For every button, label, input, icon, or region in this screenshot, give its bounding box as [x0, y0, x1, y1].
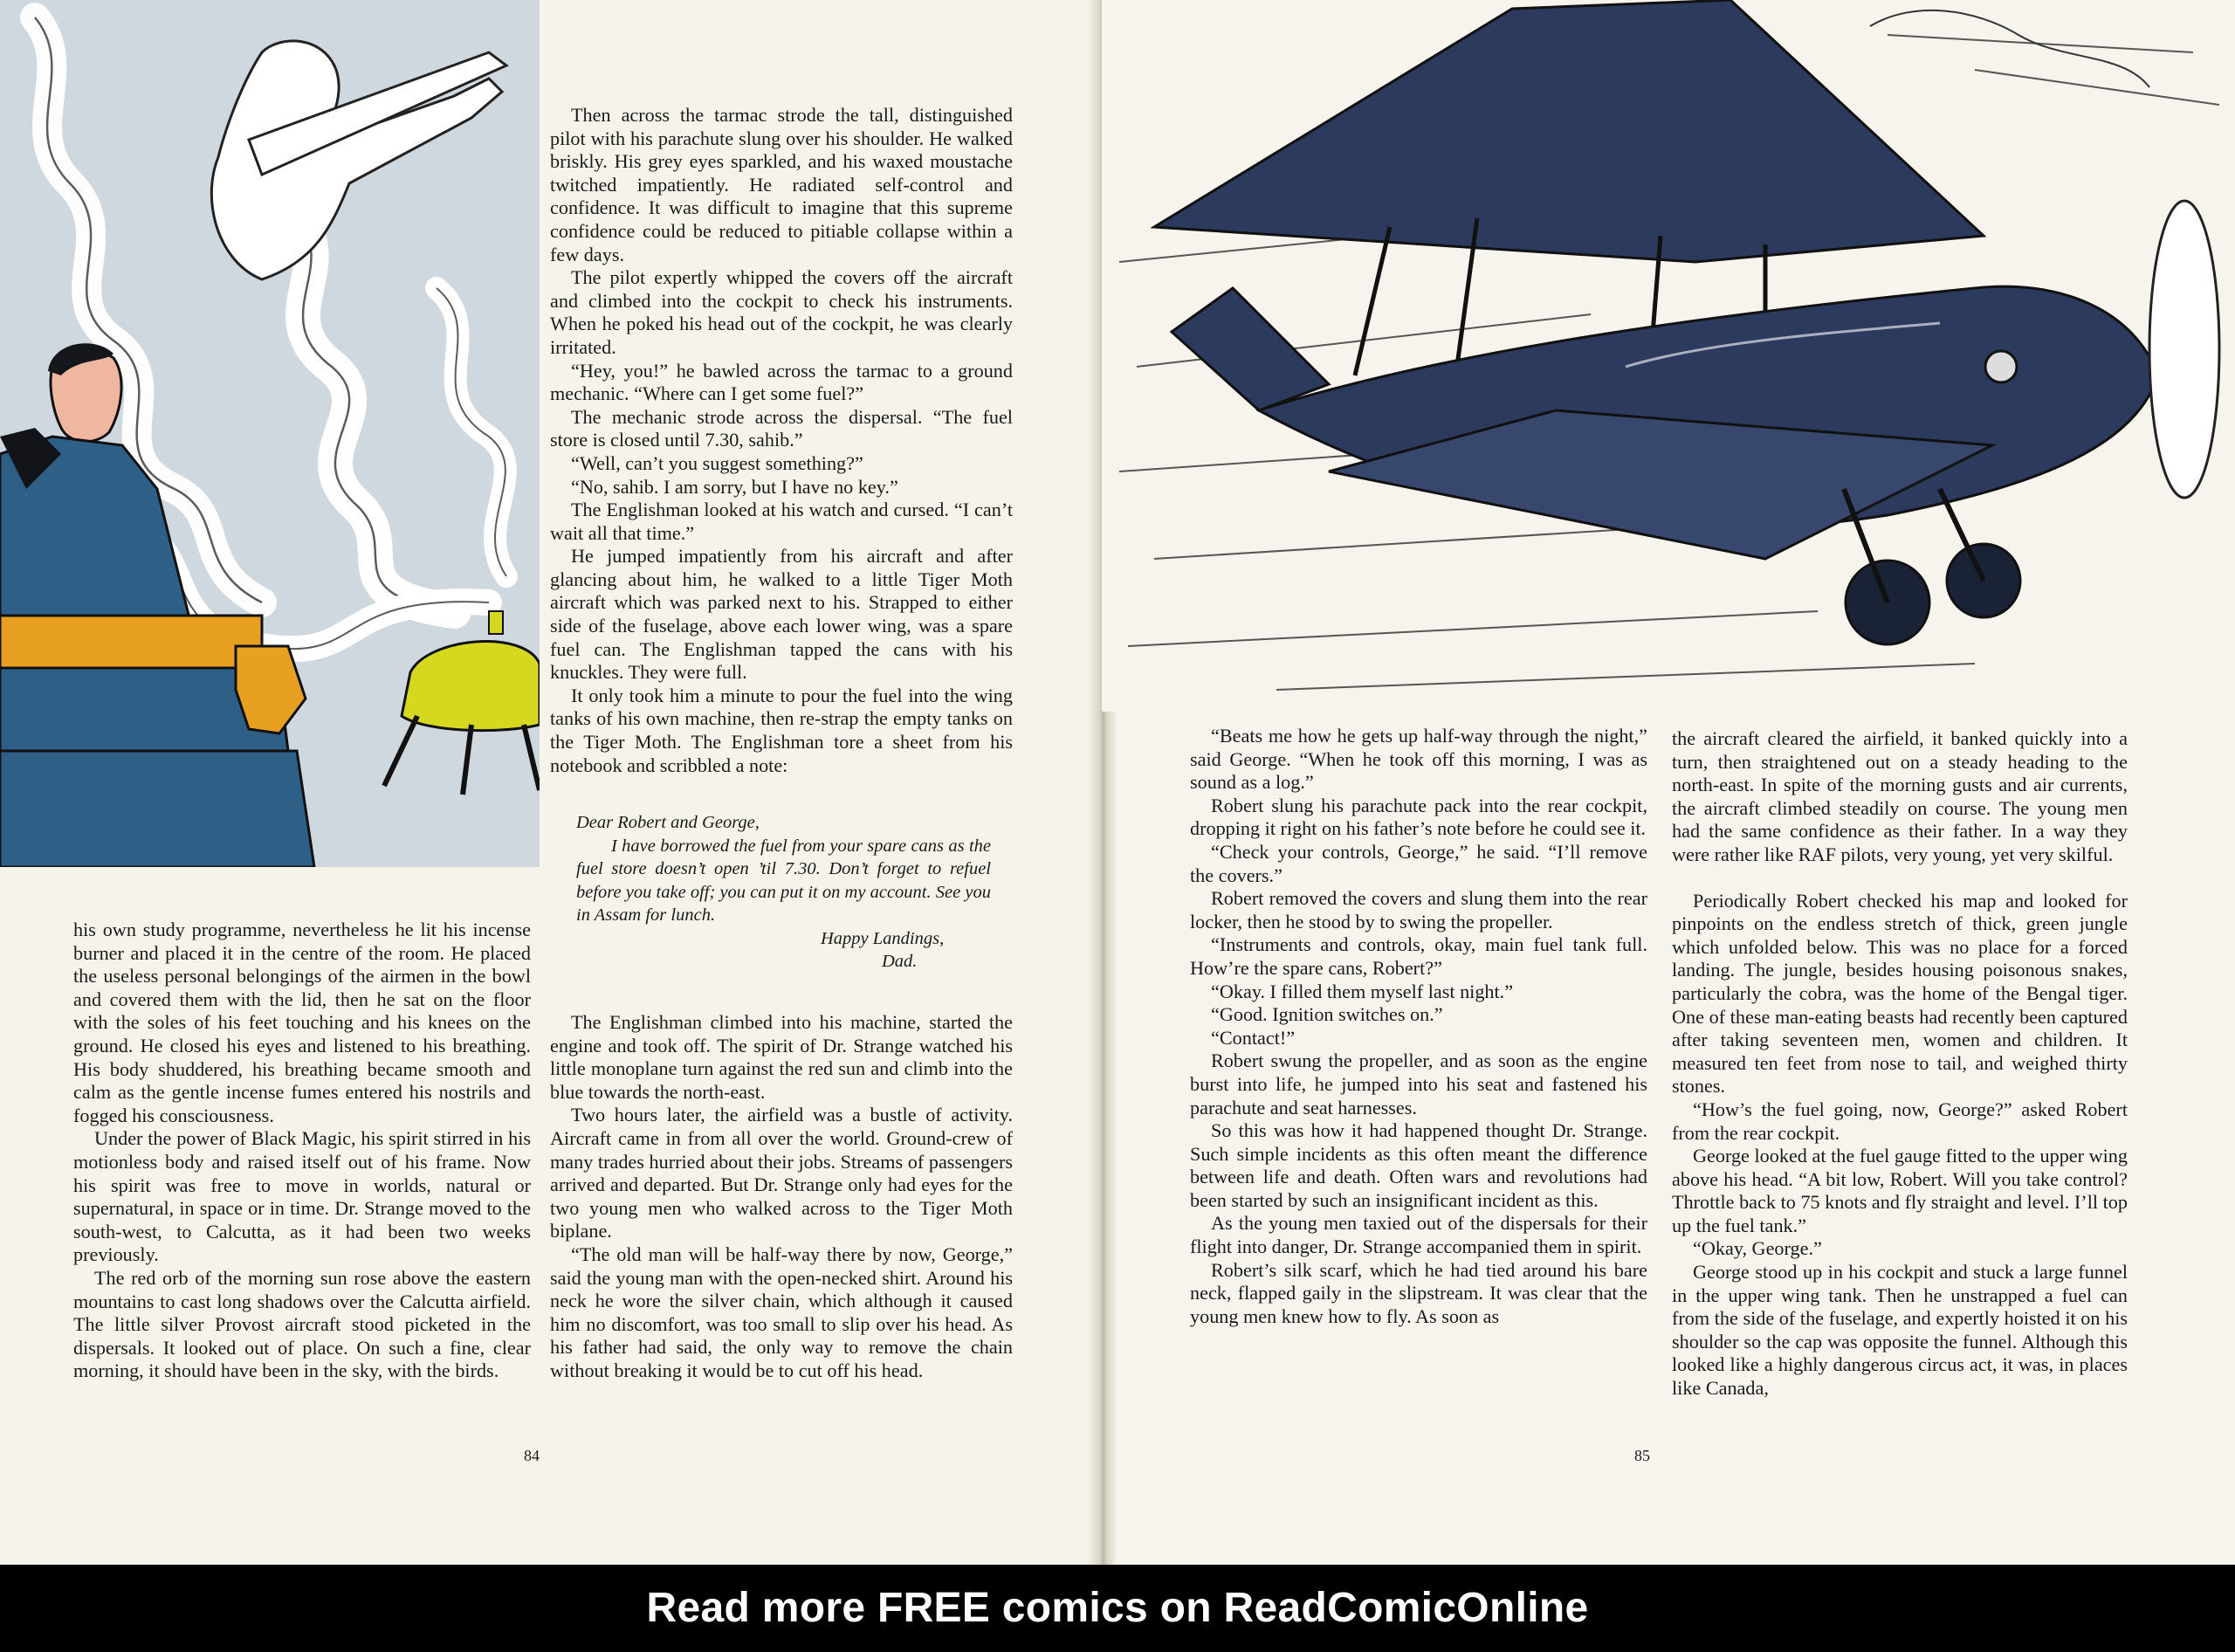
paragraph: The pilot expertly whipped the covers off the aircraft and climbed into the cockpit to check his instruments. When he poked his head out of the cockpit, he was clearly irritated.: [550, 266, 1013, 358]
note-body: I have borrowed the fuel from your spare cans as the fuel store doesn’t open ’til 7.30. Don’t forget to refuel before you take off; you can put it on my account. See you in Assam for lunch.: [576, 836, 991, 925]
paragraph: The Englishman climbed into his machine, started the engine and took off. The spirit of Dr. Strange watched his little monoplane turn against the red sun and climb into the blue towards the north-east.: [550, 1011, 1013, 1103]
fathers-note: [576, 811, 991, 974]
paragraph: the aircraft cleared the airfield, it banked quickly into a turn, then straightened out on a steady heading to the north-east. In spite of the morning gusts and air currents, the aircraft climbed steadily on course. The young men had the same confidence as their father. In a way they were rather like RAF pilots, very young, yet very skilful.: [1672, 727, 2128, 865]
promo-banner[interactable]: [0, 1565, 2235, 1652]
paragraph: As the young men taxied out of the dispersals for their flight into danger, Dr. Strange accompanied them in spirit.: [1190, 1212, 1647, 1258]
paragraph: Robert slung his parachute pack into the rear cockpit, dropping it right on his father’s note before he could see it.: [1190, 794, 1647, 840]
note-signature: Dad.: [882, 952, 918, 971]
tiger-moth-art: [1102, 0, 2235, 712]
astral-projection-art: [0, 0, 540, 867]
left-column-b: [550, 104, 1013, 777]
paragraph: Two hours later, the airfield was a bustle of activity. Aircraft came in from all over the world. Ground-crew of many trades hurried about their jobs. Streams of passengers arrived and departed. But Dr. Strange only had eyes for the two young men who walked across to the Tiger Moth biplane.: [550, 1104, 1013, 1242]
paragraph: “No, sahib. I am sorry, but I have no key.”: [571, 475, 898, 498]
paragraph: Periodically Robert checked his map and looked for pinpoints on the endless stretch of thick, green jungle which unfolded below. This was no place for a forced landing. The jungle, besides housing poisonous snakes, particularly the cobra, was the home of the Bengal tiger. One of these man-eating beasts had recently been captured after taking seventeen men, women and children. It measured ten feet from nose to tail, and weighed thirty stones.: [1672, 889, 2128, 1098]
note-salutation: Dear Robert and George,: [576, 813, 760, 832]
paragraph: “Okay. I filled them myself last night.”: [1211, 980, 1514, 1002]
paragraph: “The old man will be half-way there by now, George,” said the young man with the open-necked shirt. Around his neck he wore the silver chain, which although it caused him no discomfort, was too small to slip over his head. As his father had said, the only way to remove the chain without breaking it would be to cut off his head.: [550, 1242, 1013, 1381]
page-number-right: 85: [1634, 1447, 1650, 1464]
paragraph: “Good. Ignition switches on.”: [1211, 1003, 1443, 1026]
paragraph: Robert swung the propeller, and as soon as the engine burst into life, he jumped into his seat and fastened his parachute and seat harnesses.: [1190, 1050, 1647, 1119]
paragraph: “Check your controls, George,” he said. “I’ll remove the covers.”: [1190, 840, 1647, 886]
paragraph: “Contact!”: [1211, 1026, 1296, 1049]
promo-banner-text[interactable]: Read more FREE comics on ReadComicOnline: [646, 1585, 1589, 1631]
paragraph: “How’s the fuel going, now, George?” asked Robert from the rear cockpit.: [1672, 1098, 2128, 1144]
paragraph: “Hey, you!” he bawled across the tarmac to a ground mechanic. “Where can I get some fuel?”: [550, 359, 1013, 405]
paragraph: The mechanic strode across the dispersal. “The fuel store is closed until 7.30, sahib.”: [550, 405, 1013, 451]
paragraph: Robert removed the covers and slung them into the rear locker, then he stood by to swing the propeller.: [1190, 887, 1647, 933]
paragraph: Robert’s silk scarf, which he had tied around his bare neck, flapped gaily in the slipstream. It was clear that the young men knew how to fly. As soon as: [1190, 1258, 1647, 1327]
paragraph: The Englishman looked at his watch and cursed. “I can’t wait all that time.”: [550, 499, 1013, 544]
paragraph: George looked at the fuel gauge fitted to the upper wing above his head. “A bit low, Robert. Will you take control? Throttle back to 75 knots and fly straight and level. I’ll top up the fuel tank.”: [1672, 1145, 2128, 1236]
paragraph: He jumped impatiently from his aircraft and after glancing about him, he walked to a little Tiger Moth aircraft which was parked next to his. Strapped to either side of the fuselage, above each lower wing, was a spare fuel can. The Englishman tapped the cans with his knuckles. They were full.: [550, 545, 1013, 684]
dr-strange-illustration: [0, 0, 540, 867]
paragraph: “Okay, George.”: [1693, 1237, 1822, 1260]
paragraph: George stood up in his cockpit and stuck a large funnel in the upper wing tank. Then he unstrapped a fuel can from the side of the fuselage, and expertly hoisted it on his shoulder so the cap was opposite the funnel. Although this looked like a highly dangerous circus act, it was, in places like Canada,: [1672, 1261, 2128, 1400]
page-number-left: 84: [524, 1447, 540, 1464]
paragraph: his own study programme, nevertheless he lit his incense burner and placed it in the centre of the room. He placed the useless personal belongings of the airmen in the bowl and covered them with the lid, then he sat on the floor with the soles of his feet touching and his knees on the ground. He closed his eyes and listened to his breathing. His body shuddered, his breathing became smooth and calm as the gentle incense fumes entered his nostrils and fogged his consciousness.: [73, 919, 531, 1126]
note-signoff: Happy Landings,: [821, 928, 945, 948]
paragraph: Under the power of Black Magic, his spirit stirred in his motionless body and raised itself out of his frame. Now his spirit was free to move in worlds, natural or supernatural, in space or in time. Dr. Strange moved to the south-west, to Calcutta, as it had been two weeks previously.: [73, 1127, 531, 1266]
right-column-a: [1190, 725, 1647, 1328]
paragraph: “Well, can’t you suggest something?”: [571, 451, 863, 474]
left-column-a: [73, 919, 531, 1383]
paragraph: So this was how it had happened thought Dr. Strange. Such simple incidents as this often meant the difference between life and death. Often wars and revolutions had been started by such an insignificant incident as this.: [1190, 1119, 1647, 1211]
paragraph: Then across the tarmac strode the tall, distinguished pilot with his parachute slung over his shoulder. He walked briskly. His grey eyes sparkled, and his waxed moustache twitched impatiently. He radiated self-control and confidence. It was difficult to imagine that this supreme confidence could be reduced to pitiable collapse within a few days.: [550, 104, 1013, 265]
paragraph: “Beats me how he gets up half-way through the night,” said George. “When he took off this morning, I was as sound as a log.”: [1190, 725, 1647, 794]
biplane-illustration: [1102, 0, 2235, 712]
paragraph: “Instruments and controls, okay, main fuel tank full. How’re the spare cans, Robert?”: [1190, 933, 1647, 979]
paragraph: The red orb of the morning sun rose above the eastern mountains to cast long shadows over the Calcutta airfield. The little silver Provost aircraft stood picketed in the dispersals. It looked out of place. On such a fine, clear morning, it should have been in the sky, with the birds.: [73, 1266, 531, 1382]
paragraph: It only took him a minute to pour the fuel into the wing tanks of his own machine, then re-strap the empty tanks on the Tiger Moth. The Englishman tore a sheet from his notebook and scribbled a note:: [550, 684, 1013, 776]
left-column-b-lower: [550, 1011, 1013, 1383]
right-column-b: [1672, 727, 2128, 1401]
